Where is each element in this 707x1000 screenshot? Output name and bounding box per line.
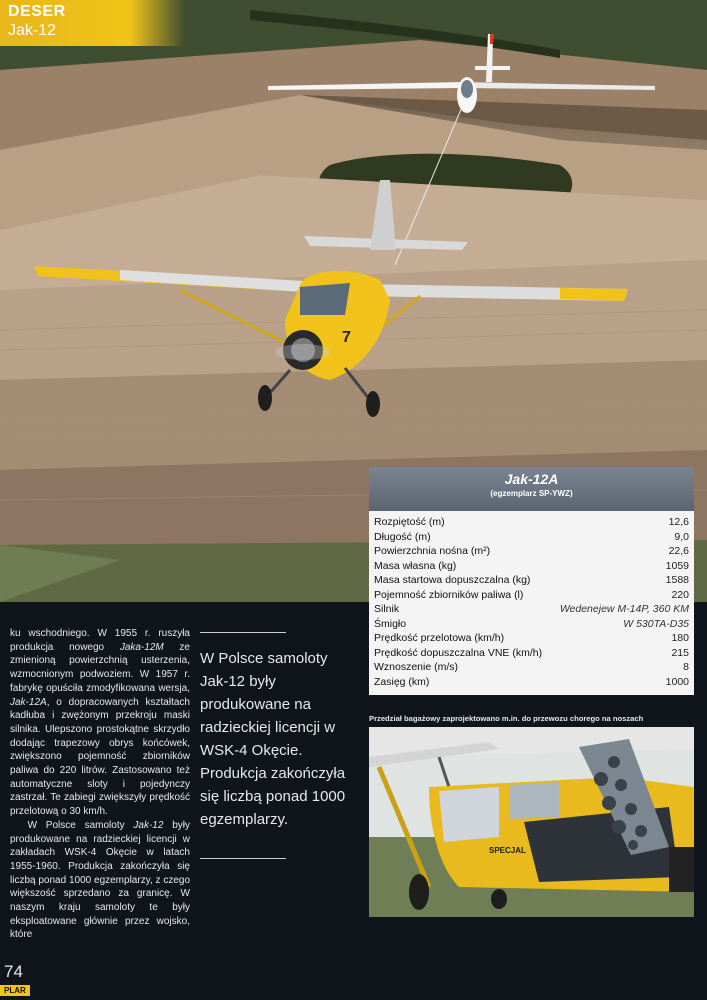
model-name: Jak-12: [133, 819, 164, 831]
spec-rows: [369, 515, 694, 689]
spec-value: 1059: [665, 559, 689, 572]
spec-label: Zasięg (km): [374, 675, 430, 688]
spec-value: 220: [671, 588, 689, 601]
spec-value: 215: [671, 646, 689, 659]
spec-table-header: [369, 467, 694, 511]
spec-label: Długość (m): [374, 530, 431, 543]
body-text-segment: były produkowane na radzieckiej licencji w zakładach WSK-4 Okęcie w latach 1955-1960. Produkcja zakończyła się liczbą ponad 1000 egzemplarzy, z czego większość sprzedano za granicę. W naszym kraju samoloty te były eksploatowane głównie przez wojsko, które: [10, 819, 190, 941]
cargo-hold-photo: [369, 727, 694, 917]
pull-quote: [200, 632, 346, 831]
spec-row: [369, 573, 694, 588]
spec-value: 8: [683, 661, 689, 673]
brand-logo: PLAR: [0, 985, 30, 996]
spec-label: Pojemność zbiorników paliwa (l): [374, 588, 524, 601]
body-text-segment: ku wschodniego. W 1955 r. ruszyła produkcja nowego: [10, 628, 190, 653]
page-number: 74: [4, 962, 23, 981]
spec-table: [369, 467, 694, 695]
spec-value: W 530TA-D35: [623, 617, 689, 630]
spec-row: [369, 617, 694, 632]
spec-row: [369, 530, 694, 545]
spec-label: Masa własna (kg): [374, 559, 457, 572]
body-text-segment: W Polsce samoloty: [27, 819, 134, 831]
model-name: Jaka-12M: [119, 641, 164, 653]
spec-table-subtitle: (egzemplarz SP-YWZ): [490, 489, 573, 498]
spec-value: 9,0: [674, 530, 689, 543]
model-name: Jak-12A: [10, 696, 47, 708]
spec-label: Prędkość dopuszczalna VNE (km/h): [374, 646, 543, 659]
spec-row: [369, 602, 694, 617]
spec-value: 22,6: [668, 545, 689, 557]
spec-label: Silnik: [374, 603, 400, 615]
body-text-segment: , o dopracowanych kształtach kadłuba i zwężonym przekroju maski silnika. Ulepszono prostokątne skrzydło dodając trapezowy obrys końcówek, zwiększono pojemność zbiorników paliwa do 220 litrów. Zastosowano też automatyczne sloty i pojedynczy zastrzał. Te zabiegi zwiększyły prędkość przelotową o 30 km/h.: [10, 696, 190, 818]
spec-label: Prędkość przelotowa (km/h): [374, 632, 505, 644]
section-title: DESER: [8, 3, 66, 20]
pull-quote-text: W Polsce samoloty Jak-12 były produkowane na radzieckiej licencji w WSK-4 Okęcie. Produkcja zakończyła się liczbą ponad 1000 egzemplarzy.: [200, 650, 346, 828]
spec-label: Śmigło: [374, 617, 407, 630]
body-text-segment: ze zmienioną powierzchnią usterzenia, wzmocnionym podwoziem. W 1957 r. fabrykę opuściła zmodyfikowana wersja,: [10, 641, 190, 694]
cargo-hold-scene: [369, 727, 694, 917]
spec-label: Rozpiętość (m): [374, 516, 445, 528]
section-subtitle: Jak-12: [8, 22, 57, 39]
quote-rule-bottom: [200, 858, 286, 859]
photo-caption: Przedział bagażowy zaprojektowano m.in. do przewozu chorego na noszach: [369, 714, 644, 723]
spec-row: [369, 675, 694, 690]
spec-row: [369, 631, 694, 646]
svg-text:7: 7: [342, 329, 351, 346]
article-body: [10, 627, 190, 942]
spec-row: [369, 588, 694, 603]
spec-row: [369, 646, 694, 661]
spec-label: Wznoszenie (m/s): [374, 661, 459, 673]
spec-value: 180: [671, 632, 689, 644]
spec-value: 1000: [665, 675, 689, 688]
spec-row: [369, 544, 694, 559]
fuselage-text: SPECJAL: [489, 846, 526, 855]
spec-table-title: Jak-12A: [504, 471, 559, 487]
spec-label: Powierzchnia nośna (m²): [374, 545, 491, 557]
section-tag: [0, 0, 185, 46]
spec-row: [369, 660, 694, 675]
spec-row: [369, 559, 694, 574]
quote-rule-top: [200, 632, 286, 633]
spec-row: [369, 515, 694, 530]
spec-value: 1588: [665, 574, 689, 586]
spec-value: Wedenejew M-14P, 360 KM: [559, 603, 689, 615]
spec-label: Masa startowa dopuszczalna (kg): [374, 574, 531, 586]
spec-value: 12,6: [668, 516, 689, 528]
